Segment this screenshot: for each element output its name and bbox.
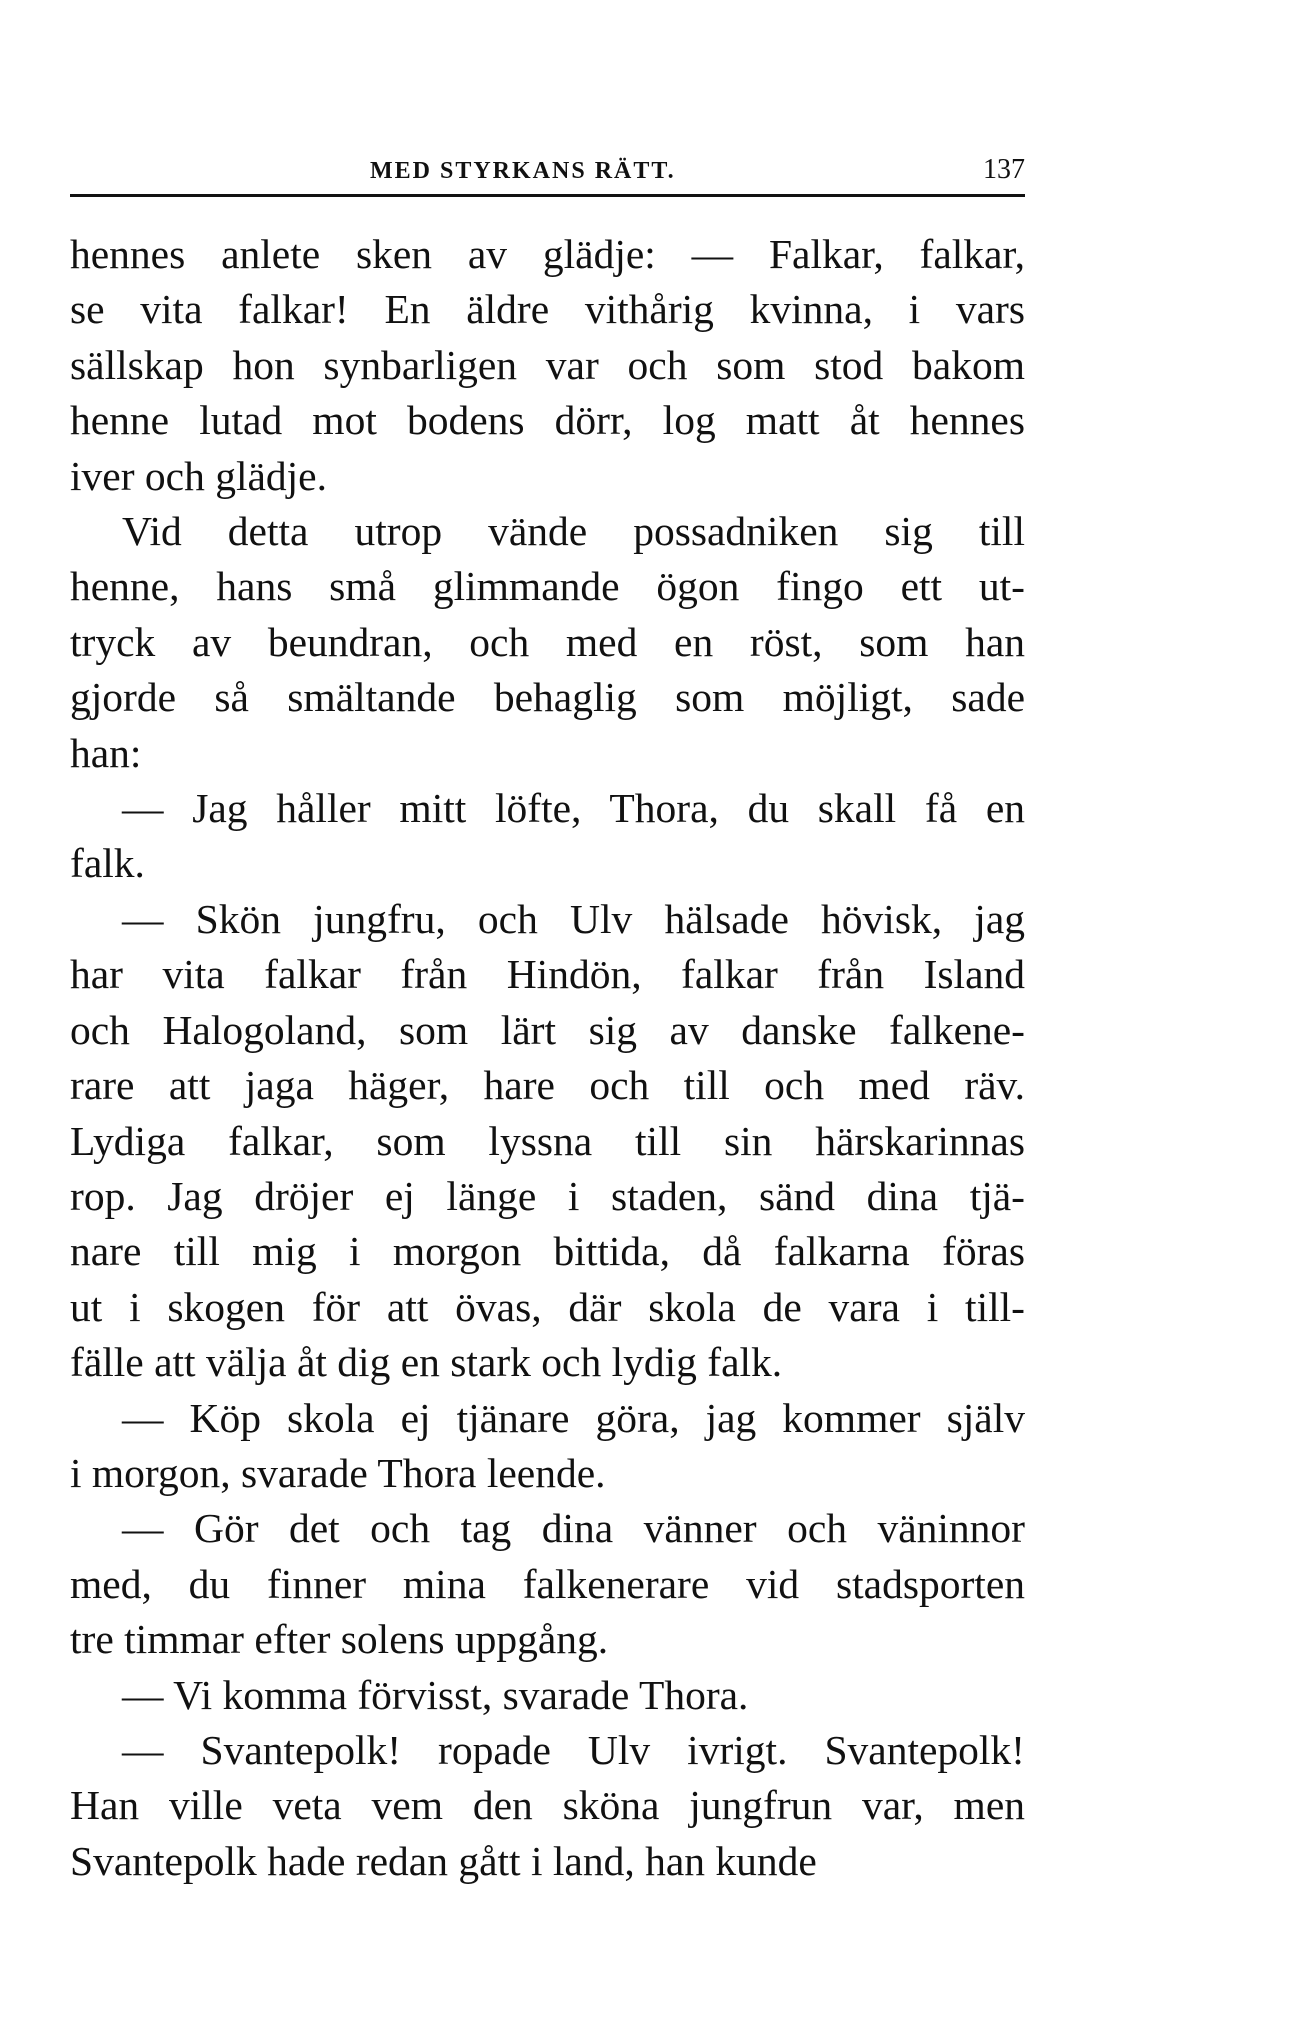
text-line: tryck av beundran, och med en röst, som han: [70, 618, 1025, 665]
text-line: iver och glädje.: [70, 452, 327, 499]
paragraph: [70, 504, 1025, 781]
text-line: falk.: [70, 840, 145, 887]
text-line: — Skön jungfru, och Ulv hälsade hövisk, jag: [122, 895, 1025, 942]
text-line: fälle att välja åt dig en stark och lydig falk.: [70, 1339, 783, 1386]
paragraph: [70, 1391, 1025, 1502]
text-line: — Gör det och tag dina vänner och väninnor: [122, 1505, 1025, 1552]
text-line: Lydiga falkar, som lyssna till sin härskarinnas: [70, 1117, 1025, 1164]
text-line: — Jag håller mitt löfte, Thora, du skall få en: [122, 785, 1025, 832]
running-head: [70, 150, 1025, 197]
text-line: Han ville veta vem den sköna jungfrun var, men: [70, 1782, 1025, 1829]
text-line: rop. Jag dröjer ej länge i staden, sänd dina tjä-: [70, 1172, 1025, 1219]
text-line: hennes anlete sken av glädje: — Falkar, falkar,: [70, 231, 1025, 277]
text-line: henne lutad mot bodens dörr, log matt åt hennes: [70, 397, 1025, 444]
text-line: henne, hans små glimmande ögon fingo ett ut-: [70, 563, 1025, 610]
text-line: Vid detta utrop vände possadniken sig till: [122, 508, 1025, 555]
running-head-title: MED STYRKANS RÄTT.: [370, 158, 676, 184]
paragraph: [70, 1501, 1025, 1667]
text-line: sällskap hon synbarligen var och som stod bakom: [70, 341, 1025, 388]
page-number: 137: [983, 154, 1025, 185]
paragraph: [70, 1668, 1025, 1723]
text-line: nare till mig i morgon bittida, då falkarna föras: [70, 1228, 1025, 1275]
text-line: ut i skogen för att övas, där skola de vara i till-: [70, 1283, 1025, 1330]
text-line: har vita falkar från Hindön, falkar från Island: [70, 951, 1025, 998]
paragraph: [70, 892, 1025, 1391]
text-line: — Svantepolk! ropade Ulv ivrigt. Svantepolk!: [122, 1726, 1025, 1773]
paragraph: [70, 1723, 1025, 1889]
text-line: han:: [70, 729, 142, 776]
text-line: — Köp skola ej tjänare göra, jag kommer själv: [122, 1394, 1025, 1441]
text-line: med, du finner mina falkenerare vid stadsporten: [70, 1560, 1025, 1607]
text-line: rare att jaga häger, hare och till och med räv.: [70, 1062, 1025, 1109]
text-line: se vita falkar! En äldre vithårig kvinna, i vars: [70, 286, 1025, 333]
book-page: [70, 150, 1025, 1889]
text-line: tre timmar efter solens uppgång.: [70, 1616, 609, 1663]
text-line: Svantepolk hade redan gått i land, han kunde: [70, 1837, 817, 1884]
paragraph: [70, 227, 1025, 504]
body-text: [70, 227, 1025, 1889]
text-line: och Halogoland, som lärt sig av danske falkene-: [70, 1006, 1025, 1053]
text-line: i morgon, svarade Thora leende.: [70, 1449, 606, 1496]
paragraph: [70, 781, 1025, 892]
text-line: — Vi komma förvisst, svarade Thora.: [122, 1671, 749, 1718]
text-line: gjorde så smältande behaglig som möjligt, sade: [70, 674, 1025, 721]
